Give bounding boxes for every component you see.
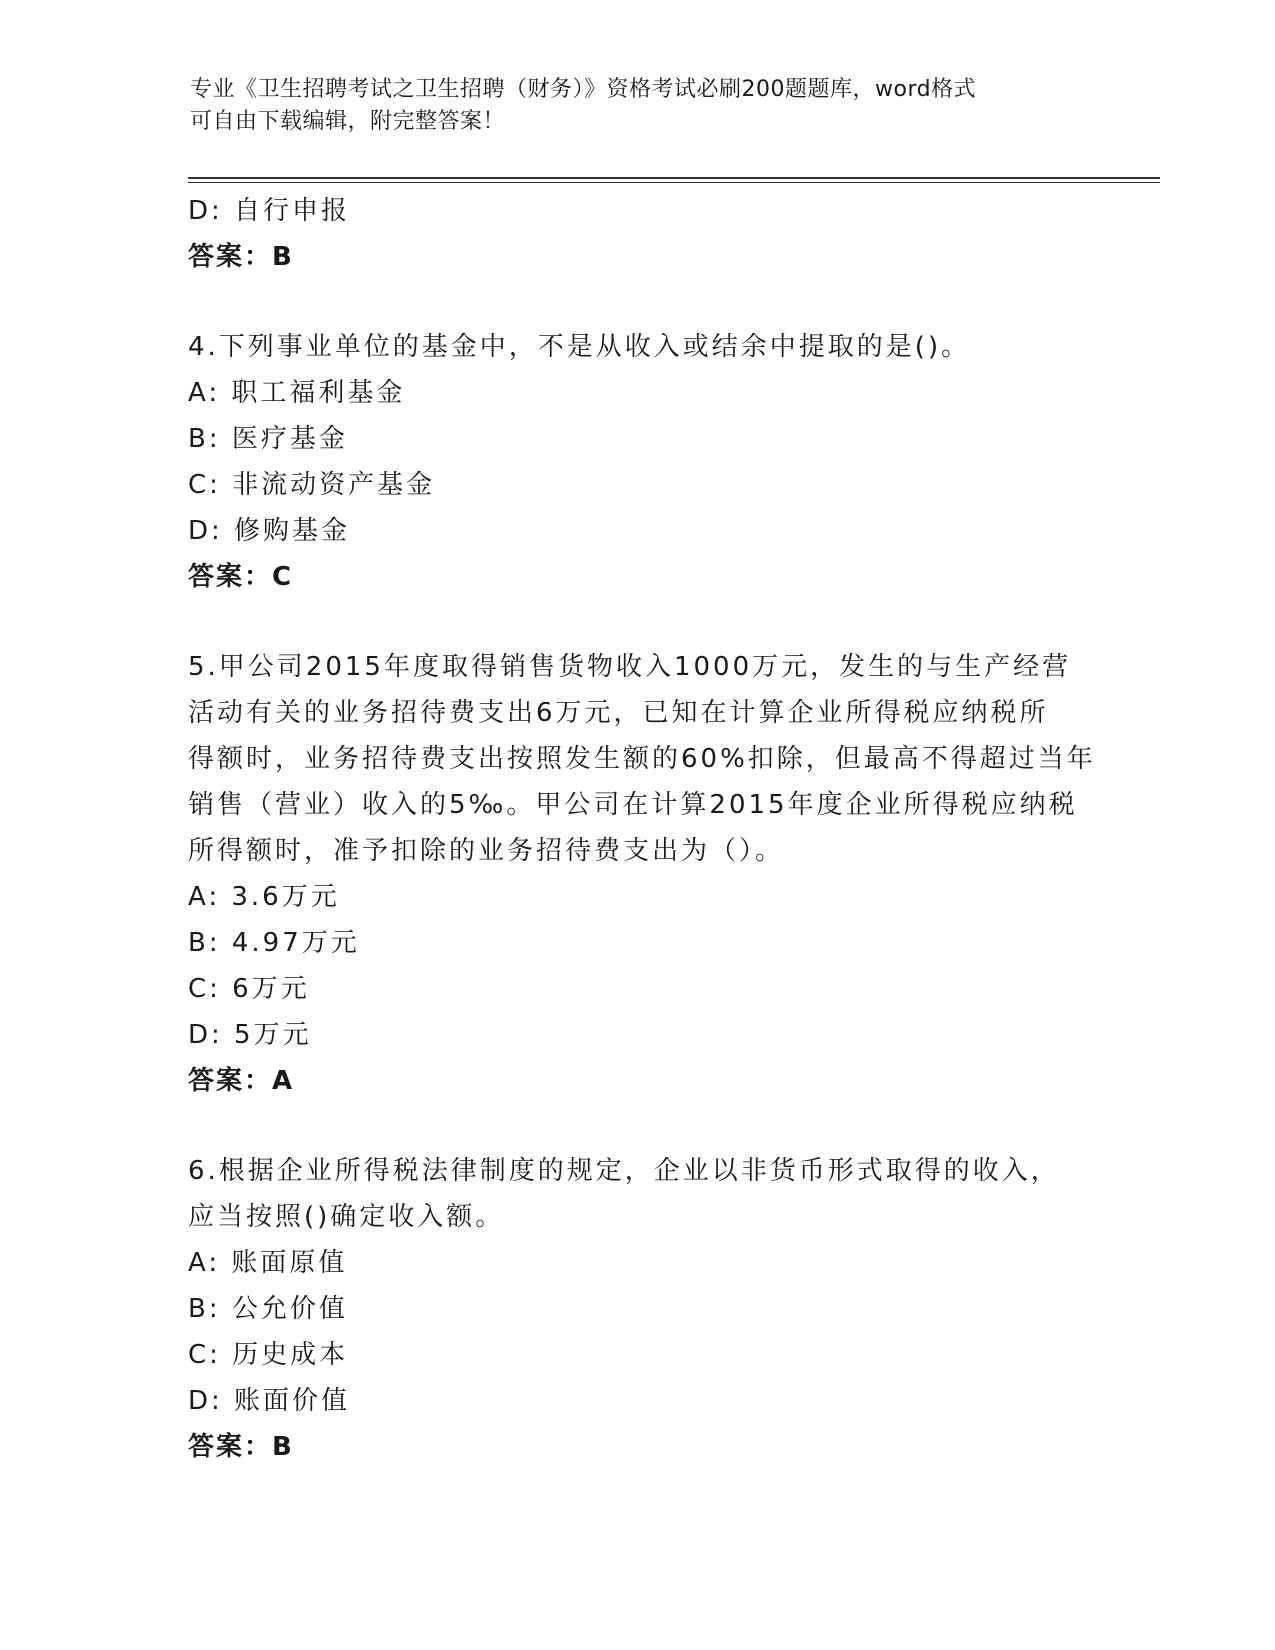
option-d: D: 5万元 (188, 1020, 312, 1050)
question-text: 5.甲公司2015年度取得销售货物收入1000万元，发生的与生产经营 (188, 652, 1072, 682)
question-6 (188, 1148, 1088, 1470)
question-5 (188, 644, 1096, 1104)
header-divider (188, 177, 1160, 183)
question-text: 6.根据企业所得税法律制度的规定，企业以非货币形式取得的收入， (188, 1156, 1060, 1186)
question-text: 销售（营业）收入的5‰。甲公司在计算2015年度企业所得税应纳税 (188, 790, 1078, 820)
option-b: B: 4.97万元 (188, 928, 360, 958)
option-a: A: 职工福利基金 (188, 378, 406, 408)
question-text: 所得额时，准予扣除的业务招待费支出为（）。 (188, 836, 785, 866)
option-b: B: 公允价值 (188, 1294, 348, 1324)
answer: 答案：B (188, 1432, 294, 1462)
answer: 答案：A (188, 1066, 295, 1096)
option-d: D: 账面价值 (188, 1386, 351, 1416)
option-d: D: 自行申报 (188, 196, 351, 226)
option-c: C: 历史成本 (188, 1340, 349, 1370)
spacer (188, 1104, 1088, 1148)
option-c: C: 非流动资产基金 (188, 470, 436, 500)
page-header (190, 74, 1090, 138)
question-text: 活动有关的业务招待费支出6万元，已知在计算企业所得税应纳税所 (188, 698, 1049, 728)
question-text: 应当按照()确定收入额。 (188, 1202, 505, 1232)
option-c: C: 6万元 (188, 974, 310, 1004)
spacer (188, 280, 1088, 324)
spacer (188, 600, 1088, 644)
answer: 答案：B (188, 242, 294, 272)
answer: 答案：C (188, 562, 294, 592)
question-list (188, 188, 1096, 1470)
option-a: A: 账面原值 (188, 1248, 348, 1278)
header-line-1: 专业《卫生招聘考试之卫生招聘（财务）》资格考试必刷200题题库，word格式 (190, 77, 977, 102)
header-line-2: 可自由下载编辑，附完整答案！ (190, 109, 506, 134)
option-d: D: 修购基金 (188, 516, 351, 546)
question-text: 4.下列事业单位的基金中，不是从收入或结余中提取的是()。 (188, 332, 971, 362)
question-4 (188, 324, 1088, 600)
option-a: A: 3.6万元 (188, 882, 340, 912)
question-text: 得额时，业务招待费支出按照发生额的60%扣除，但最高不得超过当年 (188, 744, 1096, 774)
option-b: B: 医疗基金 (188, 424, 348, 454)
